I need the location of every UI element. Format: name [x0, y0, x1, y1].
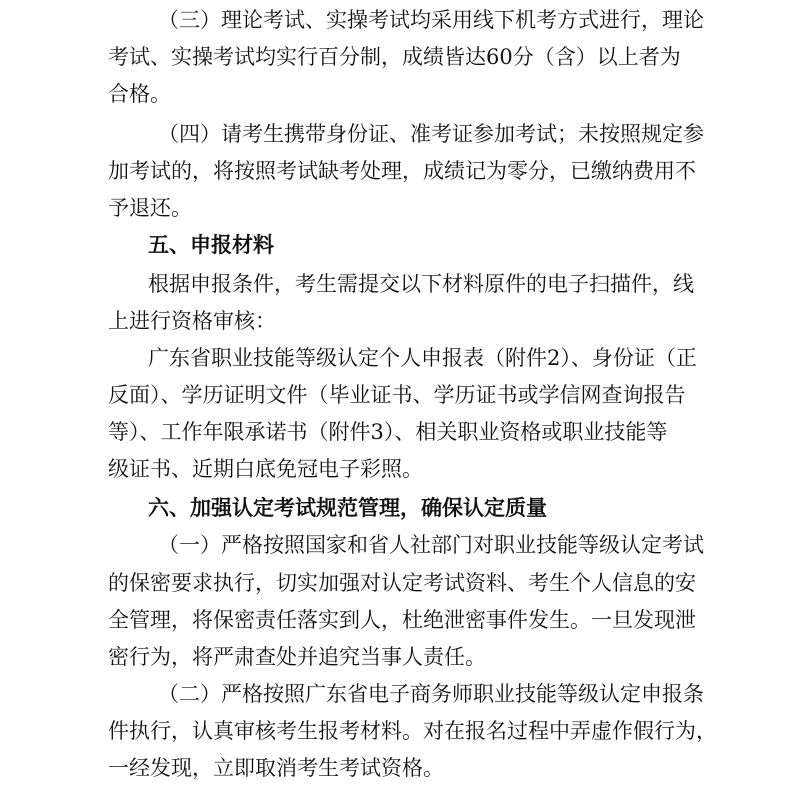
paragraph-4-line-3: 予退还。 [108, 196, 192, 220]
section-6-heading: 六、加强认定考试规范管理，确保认定质量 [148, 496, 547, 520]
section-6-para-1-line-3: 全管理，将保密责任落实到人，杜绝泄密事件发生。一旦发现泄 [108, 608, 696, 632]
section-5-para-2-line-4: 级证书、近期白底免冠电子彩照。 [108, 457, 423, 481]
section-6-para-1-line-4: 密行为，将严肃查处并追究当事人责任。 [108, 645, 486, 669]
section-5-para-2-line-2: 反面）、学历证明文件（毕业证书、学历证书或学信网查询报告 [108, 383, 686, 407]
section-6-para-2-line-2: 件执行，认真审核考生报考材料。对在报名过程中弄虚作假行为， [108, 719, 717, 743]
paragraph-3-line-1: （三）理论考试、实操考试均采用线下机考方式进行，理论 [158, 8, 704, 32]
section-5-para-2-line-1: 广东省职业技能等级认定个人申报表（附件2）、身份证（正 [148, 346, 697, 370]
section-5-para-1-line-1: 根据申报条件，考生需提交以下材料原件的电子扫描件，线 [148, 272, 694, 296]
section-6-para-1-line-2: 的保密要求执行，切实加强对认定考试资料、考生个人信息的安 [108, 571, 696, 595]
section-5-para-1-line-2: 上进行资格审核： [108, 309, 276, 333]
section-6-para-1-line-1: （一）严格按照国家和省人社部门对职业技能等级认定考试 [158, 533, 704, 557]
paragraph-4-line-1: （四）请考生携带身份证、准考证参加考试；未按照规定参 [158, 122, 704, 146]
paragraph-4-line-2: 加考试的，将按照考试缺考处理，成绩记为零分，已缴纳费用不 [108, 159, 696, 183]
section-6-para-2-line-3: 一经发现，立即取消考生考试资格。 [108, 756, 444, 780]
section-5-heading: 五、申报材料 [148, 233, 274, 257]
section-6-para-2-line-1: （二）严格按照广东省电子商务师职业技能等级认定申报条 [158, 682, 704, 706]
paragraph-3-line-3: 合格。 [108, 82, 171, 106]
paragraph-3-line-2: 考试、实操考试均实行百分制，成绩皆达60分（含）以上者为 [108, 45, 681, 69]
section-5-para-2-line-3: 等）、工作年限承诺书（附件3）、相关职业资格或职业技能等 [108, 420, 668, 444]
